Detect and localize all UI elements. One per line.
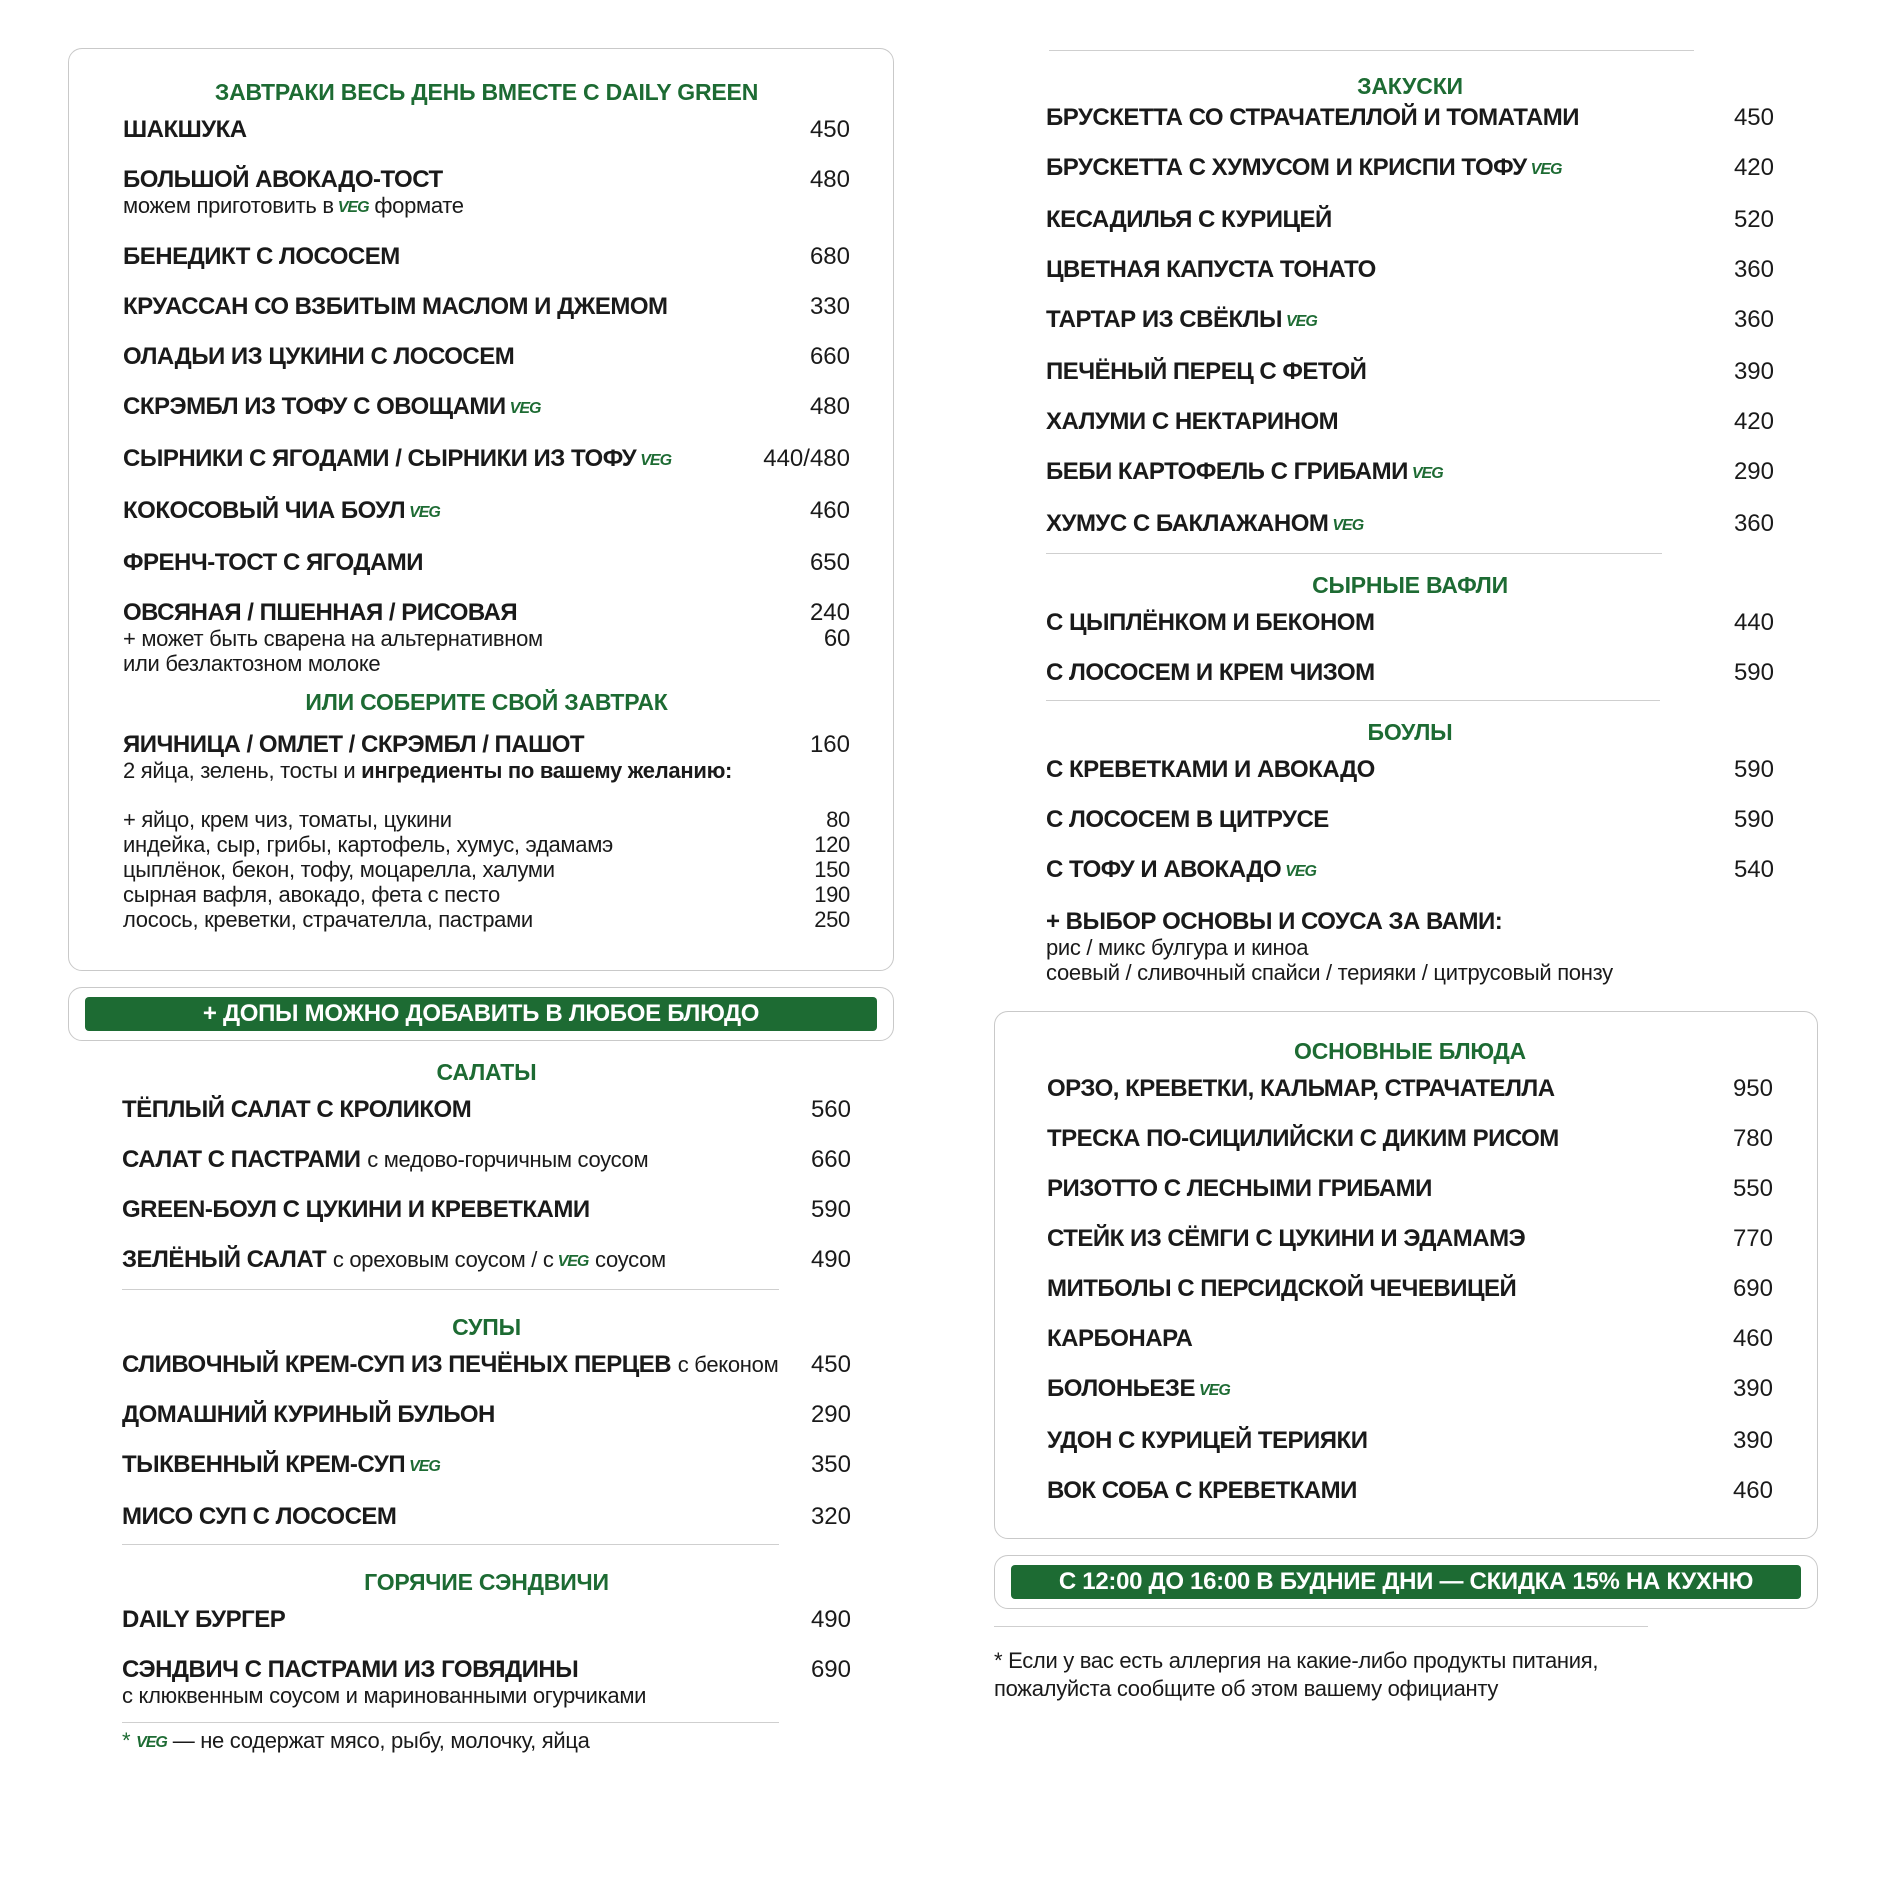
menu-item-price: 460 xyxy=(1732,1477,1773,1504)
menu-item-name: МИТБОЛЫ С ПЕРСИДСКОЙ ЧЕЧЕВИЦЕЙ xyxy=(1047,1275,1517,1302)
menu-item xyxy=(1047,1126,1773,1152)
extra-row xyxy=(123,832,850,857)
menu-item-price: 450 xyxy=(1733,104,1774,131)
menu-item xyxy=(123,294,850,320)
menu-item xyxy=(123,600,850,676)
menu-item-price: 290 xyxy=(1733,458,1774,485)
allergy-line-2: пожалуйста сообщите об этом вашему официанту xyxy=(994,1676,1499,1701)
menu-item-price: 360 xyxy=(1733,306,1774,333)
extras-banner: + ДОПЫ МОЖНО ДОБАВИТЬ В ЛЮБОЕ БЛЮДО xyxy=(85,997,877,1031)
menu-item-price: 680 xyxy=(809,243,850,270)
menu-item xyxy=(1047,1176,1773,1202)
extra-text: + яйцо, крем чиз, томаты, цукини xyxy=(123,807,452,832)
menu-item-price: 320 xyxy=(810,1503,851,1530)
menu-item xyxy=(1047,1428,1773,1454)
menu-item-name: ОЛАДЬИ ИЗ ЦУКИНИ С ЛОСОСЕМ xyxy=(123,343,515,370)
menu-item-price: 160 xyxy=(809,731,850,758)
menu-item xyxy=(1046,105,1774,131)
menu-item xyxy=(122,1247,851,1275)
menu-item-price: 490 xyxy=(810,1606,851,1633)
menu-item-price: 330 xyxy=(809,293,850,320)
extra-price: 150 xyxy=(814,857,850,882)
menu-item xyxy=(1046,660,1774,686)
menu-item-price: 450 xyxy=(809,116,850,143)
menu-item xyxy=(1046,307,1774,335)
menu-item xyxy=(1047,1376,1773,1404)
menu-item-price: 490 xyxy=(810,1246,851,1273)
menu-item-price: 660 xyxy=(809,343,850,370)
menu-item xyxy=(122,1402,851,1428)
menu-item-note: соусом xyxy=(595,1247,666,1272)
menu-item-name: С ЛОСОСЕМ В ЦИТРУСЕ xyxy=(1046,806,1329,833)
menu-item-price: 450 xyxy=(810,1351,851,1378)
allergy-note xyxy=(994,1647,1818,1703)
menu-item xyxy=(122,1504,851,1530)
snacks-section xyxy=(994,51,1818,985)
mains-list xyxy=(1047,1076,1773,1504)
allergy-line-1: * Если у вас есть аллергия на какие-либо продукты питания, xyxy=(994,1648,1599,1673)
menu-item-price: 780 xyxy=(1732,1125,1773,1152)
veg-icon: VEG xyxy=(409,504,440,521)
menu-item-name: DAILY БУРГЕР xyxy=(122,1606,286,1633)
menu-item-name: БЕНЕДИКТ С ЛОСОСЕМ xyxy=(123,243,400,270)
menu-item-name: БЕБИ КАРТОФЕЛЬ С ГРИБАМИ xyxy=(1046,458,1408,485)
breakfast-box xyxy=(68,48,894,971)
menu-item-name: ТЫКВЕННЫЙ КРЕМ-СУП xyxy=(122,1451,406,1478)
veg-icon: VEG xyxy=(409,1458,440,1475)
extra-text: цыплёнок, бекон, тофу, моцарелла, халуми xyxy=(123,857,555,882)
menu-item-name: РИЗОТТО С ЛЕСНЫМИ ГРИБАМИ xyxy=(1047,1175,1432,1202)
discount-banner-box xyxy=(994,1555,1818,1609)
menu-item-price: 560 xyxy=(810,1096,851,1123)
menu-item xyxy=(1046,155,1774,183)
section-divider xyxy=(1046,553,1662,554)
menu-item-name: ШАКШУКА xyxy=(123,116,247,143)
menu-item xyxy=(122,1452,851,1480)
menu-item-price: 440 xyxy=(1733,609,1774,636)
menu-item-description xyxy=(123,758,850,783)
salads-title: САЛАТЫ xyxy=(436,1059,537,1085)
menu-item xyxy=(1046,511,1774,539)
menu-item xyxy=(1047,1326,1773,1352)
menu-item-name: ЗЕЛЁНЫЙ САЛАТ xyxy=(122,1246,327,1273)
bowls-list xyxy=(1046,757,1774,885)
menu-item-price: 360 xyxy=(1733,510,1774,537)
section-divider xyxy=(122,1544,779,1545)
extra-text: индейка, сыр, грибы, картофель, хумус, эдамамэ xyxy=(123,832,613,857)
menu-item-name: КАРБОНАРА xyxy=(1047,1325,1193,1352)
menu-item-price: 650 xyxy=(809,549,850,576)
sandwiches-title: ГОРЯЧИЕ СЭНДВИЧИ xyxy=(364,1569,609,1595)
menu-item xyxy=(1046,207,1774,233)
menu-item xyxy=(1046,459,1774,487)
salads-list xyxy=(122,1097,851,1275)
waffles-title: СЫРНЫЕ ВАФЛИ xyxy=(1312,572,1508,598)
menu-item xyxy=(122,1607,851,1633)
menu-item-price: 950 xyxy=(1732,1075,1773,1102)
extra-row xyxy=(123,807,850,832)
menu-item-price: 590 xyxy=(1733,806,1774,833)
menu-item-price: 480 xyxy=(809,166,850,193)
menu-item-name: СТЕЙК ИЗ СЁМГИ С ЦУКИНИ И ЭДАМАМЭ xyxy=(1047,1225,1526,1252)
menu-item-name: ВОК СОБА С КРЕВЕТКАМИ xyxy=(1047,1477,1357,1504)
bowls-choice xyxy=(1046,909,1774,985)
menu-item-description: или безлактозном молоке xyxy=(123,651,381,676)
menu-item xyxy=(1046,610,1774,636)
menu-item-name: БОЛОНЬЕЗЕ xyxy=(1047,1375,1195,1402)
choice-title: + ВЫБОР ОСНОВЫ И СОУСА ЗА ВАМИ: xyxy=(1046,908,1503,935)
menu-item-name: ПЕЧЁНЫЙ ПЕРЕЦ С ФЕТОЙ xyxy=(1046,358,1367,385)
extra-row xyxy=(123,882,850,907)
menu-item-name: САЛАТ С ПАСТРАМИ xyxy=(122,1146,361,1173)
menu-item xyxy=(1046,757,1774,783)
menu-item xyxy=(123,344,850,370)
menu-item xyxy=(123,446,850,474)
menu-item-extra-price: 60 xyxy=(823,625,850,652)
menu-item-name: ОРЗО, КРЕВЕТКИ, КАЛЬМАР, СТРАЧАТЕЛЛА xyxy=(1047,1075,1555,1102)
menu-item-price: 390 xyxy=(1733,358,1774,385)
footer-divider xyxy=(994,1626,1648,1627)
build-breakfast-title: ИЛИ СОБЕРИТЕ СВОЙ ЗАВТРАК xyxy=(305,689,668,715)
extra-price: 190 xyxy=(814,882,850,907)
menu-item-price: 420 xyxy=(1733,408,1774,435)
snacks-list xyxy=(1046,105,1774,539)
menu-item-price: 550 xyxy=(1732,1175,1773,1202)
menu-item-name: БОЛЬШОЙ АВОКАДО-ТОСТ xyxy=(123,166,443,193)
veg-icon: VEG xyxy=(1411,465,1443,482)
menu-item xyxy=(122,1147,851,1173)
extras-banner-box xyxy=(68,987,894,1041)
menu-item-price: 460 xyxy=(809,497,850,524)
menu-item xyxy=(122,1352,851,1378)
menu-item-name: КОКОСОВЫЙ ЧИА БОУЛ xyxy=(123,497,406,524)
menu-item-price: 390 xyxy=(1732,1375,1773,1402)
build-breakfast-item xyxy=(123,732,850,783)
menu-item xyxy=(1047,1276,1773,1302)
menu-item-price: 590 xyxy=(1733,659,1774,686)
veg-icon: VEG xyxy=(337,199,369,216)
menu-item xyxy=(1047,1226,1773,1252)
footnote-text: — не содержат мясо, рыбу, молочку, яйца xyxy=(172,1728,590,1753)
menu-item-price: 590 xyxy=(1733,756,1774,783)
menu-item-name: С ЦЫПЛЁНКОМ И БЕКОНОМ xyxy=(1046,609,1375,636)
menu-item xyxy=(123,244,850,270)
menu-item-price: 690 xyxy=(810,1656,851,1683)
menu-item-name: ХАЛУМИ С НЕКТАРИНОМ xyxy=(1046,408,1339,435)
extra-row xyxy=(123,907,850,932)
menu-item-name: С ТОФУ И АВОКАДО xyxy=(1046,856,1282,883)
menu-item xyxy=(1046,807,1774,833)
menu-item-name: МИСО СУП С ЛОСОСЕМ xyxy=(122,1503,397,1530)
choice-base: рис / микс булгура и киноа xyxy=(1046,935,1309,960)
menu-item-name: СКРЭМБЛ ИЗ ТОФУ С ОВОЩАМИ xyxy=(123,393,506,420)
menu-item xyxy=(123,394,850,422)
menu-item xyxy=(123,167,850,220)
menu-item-name: УДОН С КУРИЦЕЙ ТЕРИЯКИ xyxy=(1047,1427,1368,1454)
menu-item-name: ТЁПЛЫЙ САЛАТ С КРОЛИКОМ xyxy=(122,1096,472,1123)
extras-list xyxy=(123,807,850,932)
description-text: можем приготовить в xyxy=(123,193,334,218)
menu-item-description xyxy=(123,626,850,651)
menu-item-name: С КРЕВЕТКАМИ И АВОКАДО xyxy=(1046,756,1375,783)
discount-banner: С 12:00 ДО 16:00 В БУДНИЕ ДНИ — СКИДКА 15% НА КУХНЮ xyxy=(1011,1565,1801,1599)
extra-text: лосось, креветки, страчателла, пастрами xyxy=(123,907,533,932)
description-bold: ингредиенты по вашему желанию: xyxy=(361,758,733,783)
menu-item xyxy=(1047,1076,1773,1102)
menu-item xyxy=(1046,359,1774,385)
menu-item-price: 690 xyxy=(1732,1275,1773,1302)
menu-item xyxy=(122,1097,851,1123)
left-column xyxy=(68,48,894,1757)
veg-icon: VEG xyxy=(1332,517,1364,534)
menu-item-name: GREEN-БОУЛ С ЦУКИНИ И КРЕВЕТКАМИ xyxy=(122,1196,590,1223)
veg-icon: VEG xyxy=(557,1253,589,1270)
menu-item-name: ТАРТАР ИЗ СВЁКЛЫ xyxy=(1046,306,1282,333)
menu-item-description: с клюквенным соусом и маринованными огурчиками xyxy=(122,1683,647,1708)
menu-item-name: ФРЕНЧ-ТОСТ С ЯГОДАМИ xyxy=(123,549,424,576)
description-text: формате xyxy=(374,193,464,218)
menu-item-price: 290 xyxy=(810,1401,851,1428)
veg-icon: VEG xyxy=(1285,313,1317,330)
section-divider xyxy=(122,1722,779,1723)
choice-sauce: соевый / сливочный спайси / терияки / цитрусовый понзу xyxy=(1046,960,1613,985)
extra-text: сырная вафля, авокадо, фета с песто xyxy=(123,882,500,907)
menu-item xyxy=(122,1197,851,1223)
menu-item-name: ДОМАШНИЙ КУРИНЫЙ БУЛЬОН xyxy=(122,1401,495,1428)
menu-item-name: СЭНДВИЧ С ПАСТРАМИ ИЗ ГОВЯДИНЫ xyxy=(122,1656,579,1683)
salads-section xyxy=(68,1047,894,1757)
description-text: + может быть сварена на альтернативном xyxy=(123,626,543,651)
menu-item-price: 770 xyxy=(1732,1225,1773,1252)
breakfast-list xyxy=(123,117,850,676)
menu-item-price: 360 xyxy=(1733,256,1774,283)
description-text: 2 яйца, зелень, тосты и xyxy=(123,758,356,783)
menu-item-price: 520 xyxy=(1733,206,1774,233)
section-divider xyxy=(122,1289,779,1290)
menu-item-price: 240 xyxy=(809,599,850,626)
menu-item-note: с ореховым соусом / с xyxy=(332,1247,554,1272)
bowls-title: БОУЛЫ xyxy=(1367,719,1453,745)
menu-item xyxy=(1046,409,1774,435)
waffles-list xyxy=(1046,610,1774,686)
menu-item-name: С ЛОСОСЕМ И КРЕМ ЧИЗОМ xyxy=(1046,659,1375,686)
menu-item-price: 480 xyxy=(809,393,850,420)
veg-footnote xyxy=(122,1727,851,1757)
menu-item-price: 350 xyxy=(810,1451,851,1478)
extra-price: 250 xyxy=(814,907,850,932)
menu-item-description xyxy=(123,193,850,220)
menu-item xyxy=(122,1657,851,1708)
soups-title: СУПЫ xyxy=(452,1314,521,1340)
right-column xyxy=(994,48,1818,1703)
menu-item-note: с беконом xyxy=(677,1352,779,1377)
extra-row xyxy=(123,857,850,882)
menu-item-name: ХУМУС С БАКЛАЖАНОМ xyxy=(1046,510,1329,537)
menu-item xyxy=(123,550,850,576)
footnote-star: * xyxy=(122,1728,131,1753)
veg-icon: VEG xyxy=(1198,1382,1230,1399)
mains-title: ОСНОВНЫЕ БЛЮДА xyxy=(1294,1038,1526,1064)
menu-item xyxy=(123,117,850,143)
extra-price: 80 xyxy=(826,807,850,832)
extra-price: 120 xyxy=(814,832,850,857)
menu-item-name: КЕСАДИЛЬЯ С КУРИЦЕЙ xyxy=(1046,206,1332,233)
menu-item-name: ТРЕСКА ПО-СИЦИЛИЙСКИ С ДИКИМ РИСОМ xyxy=(1047,1125,1559,1152)
veg-icon: VEG xyxy=(1285,863,1316,880)
menu-item xyxy=(1046,257,1774,283)
menu-item-name: КРУАССАН СО ВЗБИТЫМ МАСЛОМ И ДЖЕМОМ xyxy=(123,293,668,320)
mains-box xyxy=(994,1011,1818,1539)
menu-item-price: 420 xyxy=(1733,154,1774,181)
menu-item-price: 390 xyxy=(1732,1427,1773,1454)
breakfast-title: ЗАВТРАКИ ВЕСЬ ДЕНЬ ВМЕСТЕ С DAILY GREEN xyxy=(214,79,759,105)
menu-item-name: ОВСЯНАЯ / ПШЕННАЯ / РИСОВАЯ xyxy=(123,599,518,626)
veg-icon: VEG xyxy=(640,452,672,469)
menu-item-price: 590 xyxy=(810,1196,851,1223)
menu-item-price: 540 xyxy=(1733,856,1774,883)
menu-item xyxy=(1047,1478,1773,1504)
menu-item-name: ЦВЕТНАЯ КАПУСТА ТОНАТО xyxy=(1046,256,1376,283)
veg-icon: VEG xyxy=(509,400,541,417)
sandwiches-list xyxy=(122,1607,851,1708)
snacks-title: ЗАКУСКИ xyxy=(1357,73,1463,99)
menu-item-name: БРУСКЕТТА СО СТРАЧАТЕЛЛОЙ И ТОМАТАМИ xyxy=(1046,104,1579,131)
soups-list xyxy=(122,1352,851,1530)
section-divider xyxy=(1046,700,1660,701)
menu-item-name: СЫРНИКИ С ЯГОДАМИ / СЫРНИКИ ИЗ ТОФУ xyxy=(123,445,637,472)
menu-item-price: 460 xyxy=(1732,1325,1773,1352)
menu-item xyxy=(123,498,850,526)
veg-icon: VEG xyxy=(136,1734,167,1751)
menu-item-price: 660 xyxy=(810,1146,851,1173)
menu-item-note: с медово-горчичным соусом xyxy=(367,1147,649,1172)
menu-item xyxy=(1046,857,1774,885)
menu-item-name: ЯИЧНИЦА / ОМЛЕТ / СКРЭМБЛ / ПАШОТ xyxy=(123,731,585,758)
menu-item-price: 440/480 xyxy=(763,445,850,472)
menu-item-name: СЛИВОЧНЫЙ КРЕМ-СУП ИЗ ПЕЧЁНЫХ ПЕРЦЕВ xyxy=(122,1351,672,1378)
veg-icon: VEG xyxy=(1530,161,1562,178)
menu-item-name: БРУСКЕТТА С ХУМУСОМ И КРИСПИ ТОФУ xyxy=(1046,154,1527,181)
